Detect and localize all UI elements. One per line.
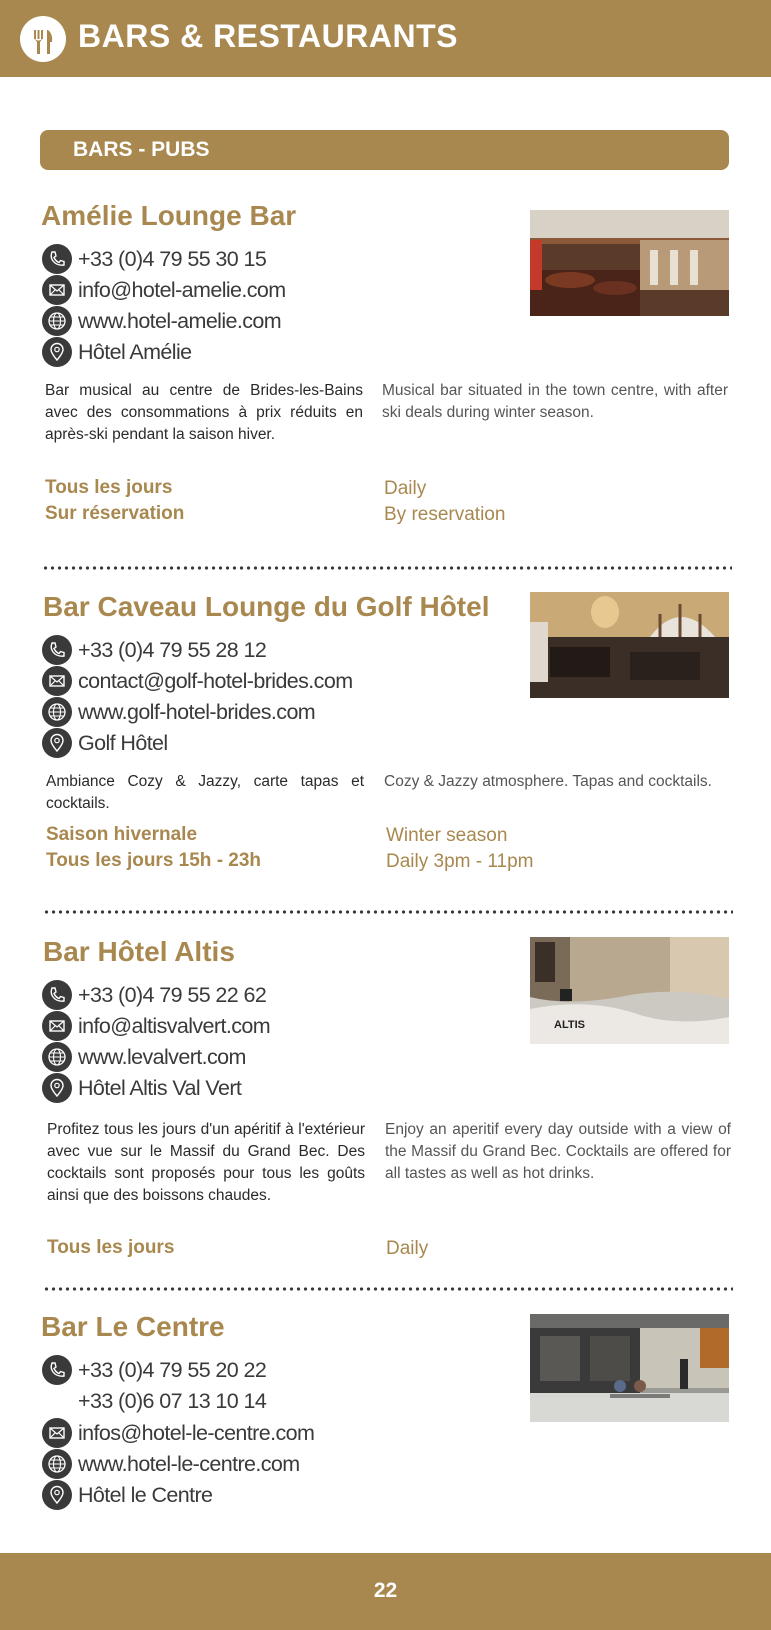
description-fr: Bar musical au centre de Brides-les-Bains avec des consommations à prix réduits en après-ski pendant la saison hiver.	[45, 382, 363, 443]
description-fr: Profitez tous les jours d'un apéritif à l'extérieur avec vue sur le Massif du Grand Bec. Des cocktails sont proposés pour tous les goûts ainsi que des boissons chaudes.	[47, 1121, 365, 1204]
website-link[interactable]: www.levalvert.com	[78, 1044, 246, 1069]
mail-icon	[42, 1011, 72, 1041]
phone-icon	[42, 244, 72, 274]
phone-icon	[42, 1355, 72, 1385]
email-row	[42, 1418, 314, 1448]
website-link[interactable]: www.golf-hotel-brides.com	[78, 699, 316, 724]
location-row	[42, 337, 192, 367]
map-pin-icon	[42, 337, 72, 367]
email-link[interactable]: info@hotel-amelie.com	[78, 277, 286, 302]
email-row	[42, 275, 286, 305]
page-header	[0, 0, 771, 77]
phone-row	[42, 1355, 266, 1385]
hours-fr-line: Saison hivernale	[46, 824, 198, 845]
hours-en	[386, 1236, 428, 1262]
website-row	[42, 1042, 246, 1072]
email-link[interactable]: contact@golf-hotel-brides.com	[78, 668, 353, 693]
phone-number[interactable]: +33 (0)4 79 55 22 62	[78, 982, 267, 1007]
venue-photo	[530, 592, 729, 698]
dotted-divider	[43, 910, 733, 914]
globe-icon	[42, 1449, 72, 1479]
hours-fr-line: Tous les jours 15h - 23h	[46, 850, 262, 871]
venue-photo	[530, 1314, 729, 1422]
category-label: BARS - PUBS	[73, 138, 210, 161]
mail-icon	[42, 666, 72, 696]
phone-number[interactable]: +33 (0)4 79 55 20 22	[78, 1357, 267, 1382]
location-row	[42, 1480, 212, 1510]
website-row	[42, 306, 281, 336]
venue-photo	[530, 210, 729, 316]
dotted-divider	[42, 566, 732, 570]
venue-name: Bar Le Centre	[41, 1311, 225, 1342]
hours-en-line: Winter season	[386, 825, 508, 846]
phone-row	[42, 244, 266, 274]
venue-name: Amélie Lounge Bar	[41, 200, 297, 231]
hours-fr	[45, 475, 184, 527]
map-pin-icon	[42, 1480, 72, 1510]
phone-row	[42, 635, 266, 665]
page-footer	[0, 1553, 771, 1630]
hours-en-line: Daily 3pm - 11pm	[386, 851, 534, 872]
website-link[interactable]: www.hotel-le-centre.com	[78, 1451, 300, 1476]
globe-icon	[42, 697, 72, 727]
page-title: BARS & RESTAURANTS	[78, 18, 458, 54]
website-row	[42, 697, 315, 727]
location-row	[42, 1073, 241, 1103]
location-text: Hôtel Amélie	[78, 339, 192, 364]
description-en: Cozy & Jazzy atmosphere. Tapas and cocktails.	[384, 773, 712, 790]
photo-brand-text: ALTIS	[554, 1019, 585, 1031]
map-pin-icon	[42, 728, 72, 758]
email-link[interactable]: infos@hotel-le-centre.com	[78, 1420, 315, 1445]
hours-fr-line: Tous les jours	[47, 1237, 175, 1258]
phone-row	[42, 980, 266, 1010]
venue-name: Bar Hôtel Altis	[43, 936, 235, 967]
location-row	[42, 728, 168, 758]
email-link[interactable]: info@altisvalvert.com	[78, 1013, 271, 1038]
phone-icon	[42, 980, 72, 1010]
category-banner	[40, 130, 729, 170]
dotted-divider	[43, 1287, 733, 1291]
hours-fr	[47, 1235, 174, 1261]
phone-number[interactable]: +33 (0)4 79 55 30 15	[78, 246, 267, 271]
phone-icon	[42, 635, 72, 665]
hours-fr-line: Tous les jours	[45, 477, 173, 498]
phone-number[interactable]: +33 (0)4 79 55 28 12	[78, 637, 267, 662]
mail-icon	[42, 1418, 72, 1448]
fork-knife-icon	[20, 16, 66, 62]
hours-en-line: Daily	[384, 478, 427, 499]
description-en: Musical bar situated in the town centre, with after ski deals during winter season.	[382, 382, 728, 421]
hours-fr-line: Sur réservation	[45, 503, 185, 524]
hours-en-line: Daily	[386, 1238, 429, 1259]
location-text: Hôtel Altis Val Vert	[78, 1075, 242, 1100]
email-row	[42, 666, 353, 696]
website-row	[42, 1449, 300, 1479]
hours-en-line: By reservation	[384, 504, 506, 525]
hours-en	[384, 476, 505, 528]
venue-name: Bar Caveau Lounge du Golf Hôtel	[43, 591, 490, 622]
globe-icon	[42, 306, 72, 336]
page-number: 22	[373, 1579, 398, 1602]
description-en: Enjoy an aperitif every day outside with a view of the Massif du Grand Bec. Cocktails are offered for all tastes as well as hot drinks.	[385, 1121, 731, 1182]
email-row	[42, 1011, 270, 1041]
globe-icon	[42, 1042, 72, 1072]
hours-fr	[46, 822, 261, 874]
venue-photo	[530, 937, 729, 1044]
phone-row-secondary	[42, 1386, 266, 1416]
description-fr: Ambiance Cozy & Jazzy, carte tapas et cocktails.	[46, 773, 364, 812]
hours-en	[386, 823, 533, 875]
location-text: Hôtel le Centre	[78, 1482, 213, 1507]
phone-number[interactable]: +33 (0)6 07 13 10 14	[78, 1388, 267, 1413]
mail-icon	[42, 275, 72, 305]
location-text: Golf Hôtel	[78, 730, 168, 755]
map-pin-icon	[42, 1073, 72, 1103]
website-link[interactable]: www.hotel-amelie.com	[78, 308, 282, 333]
